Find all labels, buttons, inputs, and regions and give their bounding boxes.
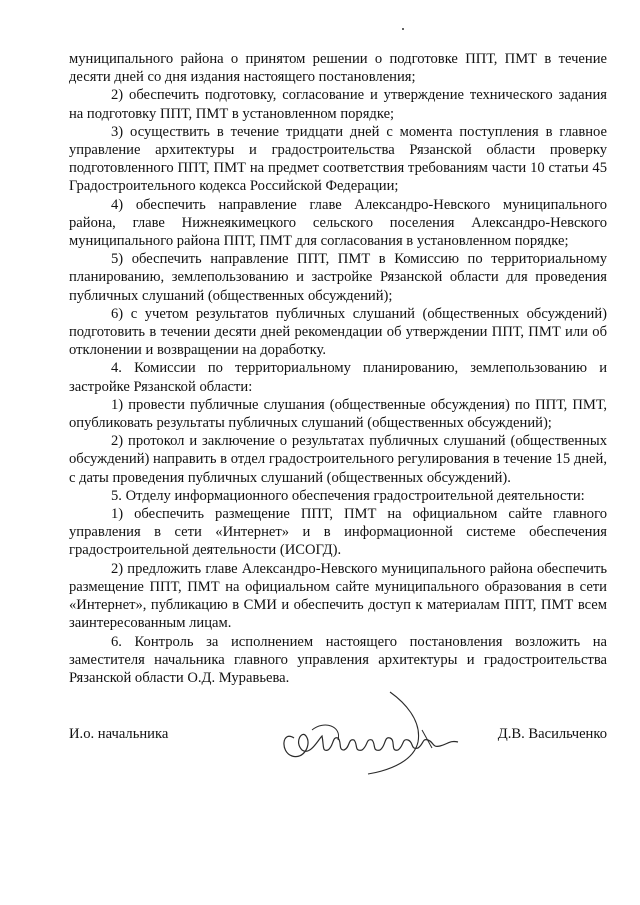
document-body <box>69 50 607 687</box>
paragraph-item-4: 4) обеспечить направление главе Александро-Невского муниципального района, главе Нижнеякимецкого сельского поселения Александро-Невского муниципального района ППТ, ПМТ для согласования в установленном порядке; <box>69 196 607 250</box>
signature-icon <box>272 690 472 780</box>
signer-role: И.о. начальника <box>69 726 169 742</box>
section-5-item-2: 2) предложить главе Александро-Невского муниципального района обеспечить размещение ППТ, ПМТ на официальном сайте муниципального образования в сети «Интернет», публикацию в СМИ и обеспечить доступ к материалам ППТ, ПМТ всем заинтересованным лицам. <box>69 560 607 632</box>
signer-name: Д.В. Васильченко <box>497 726 607 742</box>
paragraph-continuation: муниципального района о принятом решении о подготовке ППТ, ПМТ в течение десяти дней со дня издания настоящего постановления; <box>69 51 607 86</box>
section-5-heading: 5. Отделу информационного обеспечения градостроительной деятельности: <box>111 487 585 504</box>
paragraph-item-2: 2) обеспечить подготовку, согласование и утверждение технического задания на подготовку ППТ, ПМТ в установленном порядке; <box>69 87 607 122</box>
section-4-item-1: 1) провести публичные слушания (общественные обсуждения) по ППТ, ПМТ, опубликовать результаты публичных слушаний (общественных обсуждений); <box>69 396 607 432</box>
paragraph-item-5: 5) обеспечить направление ППТ, ПМТ в Комиссию по территориальному планированию, землепользованию и застройке Рязанской области для проведения публичных слушаний (общественных обсуждений); <box>69 251 607 304</box>
section-6-control: 6. Контроль за исполнением настоящего постановления возложить на заместителя начальника главного управления архитектуры и градостроительства Рязанской области О.Д. Муравьева. <box>69 633 607 686</box>
paragraph-item-3: 3) осуществить в течение тридцати дней с момента поступления в главное управление архитектуры и градостроительства Рязанской области проверку подготовленного ППТ, ПМТ на предмет соответствия требованиям части 10 статьи 45 Градостроительного кодекса Российской Федерации; <box>69 123 607 195</box>
page-dot-mark <box>402 28 404 30</box>
section-4-heading: 4. Комиссии по территориальному планированию, землепользованию и застройке Рязанской области: <box>69 360 607 395</box>
section-5-item-1: 1) обеспечить размещение ППТ, ПМТ на официальном сайте главного управления в сети «Интернет» и в информационной системе обеспечения градостроительной деятельности (ИСОГД). <box>69 506 607 559</box>
paragraph-item-6: 6) с учетом результатов публичных слушаний (общественных обсуждений) подготовить в течении десяти дней рекомендации об утверждении ППТ, ПМТ или об отклонении и возвращении на доработку. <box>69 305 607 359</box>
section-4-item-2: 2) протокол и заключение о результатах публичных слушаний (общественных обсуждений) направить в отдел градостроительного регулирования в течение 15 дней, с даты проведения публичных слушаний (общественных обсуждений). <box>69 433 607 486</box>
